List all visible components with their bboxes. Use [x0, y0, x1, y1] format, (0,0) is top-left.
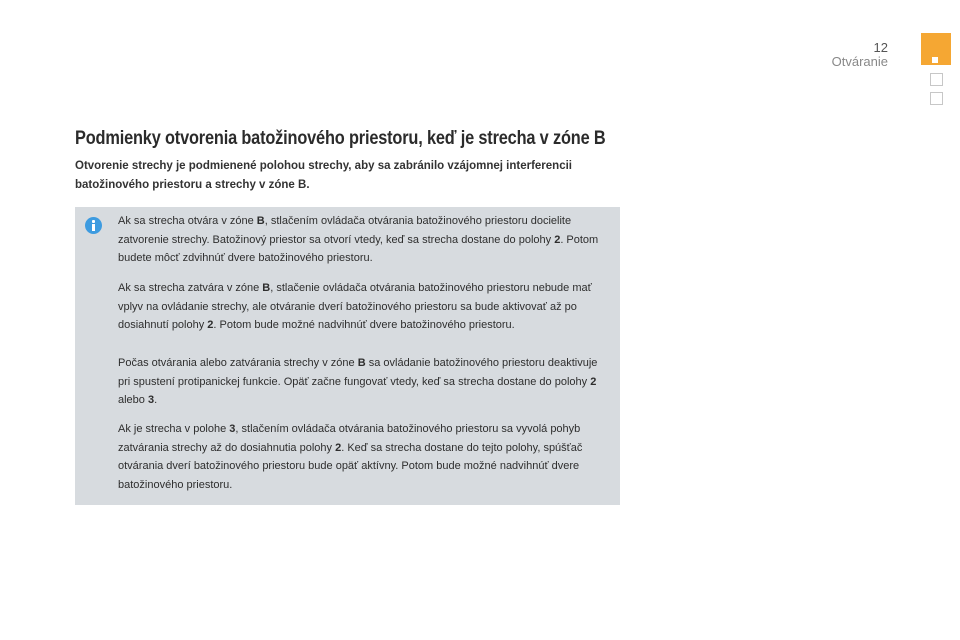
info-paragraph-2: Ak sa strecha zatvára v zóne B, stlačenie ovládača otvárania batožinového priestoru nebude mať vplyv na ovládanie strechy, ale otváranie dverí batožinového priestoru sa bude aktivovať až po dosiahnutí polohy 2. Potom bude možné nadvihnúť dvere batožinového priestoru. [118, 282, 592, 331]
info-box [75, 207, 620, 505]
section-name: Otváranie [831, 54, 888, 69]
section-tab-2[interactable] [930, 73, 943, 86]
section-tab-active[interactable] [921, 33, 951, 65]
info-paragraph-1: Ak sa strecha otvára v zóne B, stlačením ovládača otvárania batožinového priestoru docielite zatvorenie strechy. Batožinový priestor sa otvorí vtedy, keď sa strecha dostane do polohy 2. Potom budete môcť zdvihnúť dvere batožinového priestoru. [118, 215, 599, 264]
info-paragraph-4: Ak je strecha v polohe 3, stlačením ovládača otvárania batožinového priestoru sa vyvolá pohyb zatvárania strechy až do dosiahnutia polohy 2. Keď sa strecha dostane do tejto polohy, spúšťač otvárania dverí batožinového priestoru bude opäť aktívny. Potom bude možné nadvihnúť dvere batožinového priestoru. [118, 423, 583, 491]
info-paragraph-3: Počas otvárania alebo zatvárania strechy v zóne B sa ovládanie batožinového priestoru deaktivuje pri spustení protipanickej funkcie. Opäť začne fungovať vtedy, keď sa strecha dostane do polohy 2 alebo 3. [118, 357, 598, 406]
intro-text: Otvorenie strechy je podmienené polohou strechy, aby sa zabránilo vzájomnej interferencii batožinového priestoru a strechy v zóne B. [75, 160, 572, 191]
tab-marker-icon [932, 57, 938, 63]
section-tab-3[interactable] [930, 92, 943, 105]
info-icon [85, 217, 102, 234]
page-number: 12 [873, 40, 888, 55]
page-title: Podmienky otvorenia batožinového priestoru, keď je strecha v zóne B [75, 128, 606, 149]
